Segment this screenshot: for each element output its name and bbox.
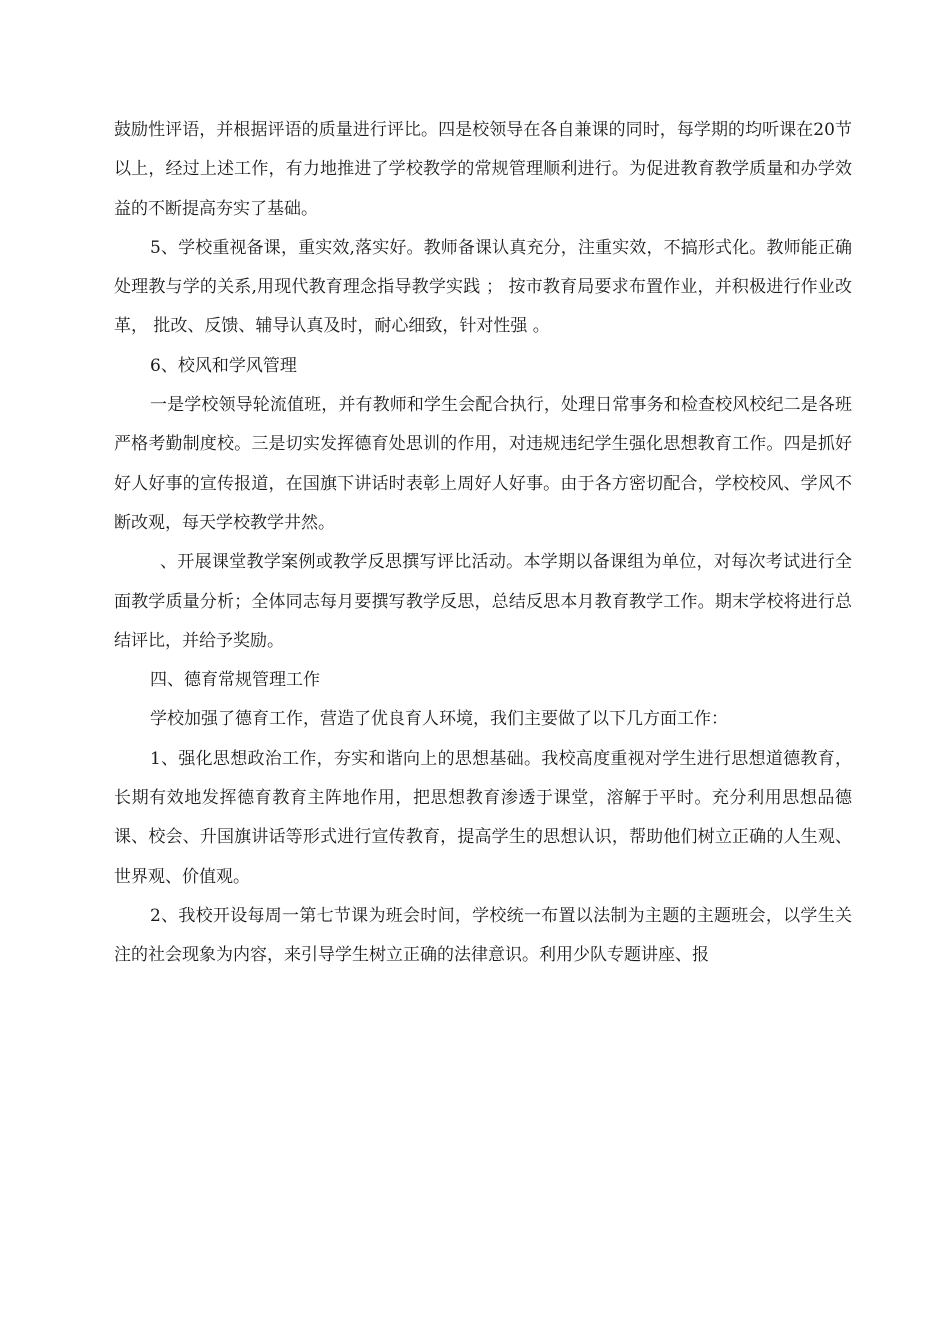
paragraph-discipline: 一是学校领导轮流值班，并有教师和学生会配合执行，处理日常事务和检查校风校纪二是各班严格考勤制度校。三是切实发挥德育处思训的作用，对违规违纪学生强化思想教育工作。四是抓好好人好事的宣传报道，在国旗下讲话时表彰上周好人好事。由于各方密切配合，学校校风、学风不断改观，每天学校教学井然。 [114,395,852,533]
heading-item-6: 6、校风和学风管理 [150,355,297,376]
paragraph-item-2: 2、我校开设每周一第七节课为班会时间，学校统一布置以法制为主题的主题班会，以学生关注的社会现象为内容，来引导学生树立正确的法律意识。利用少队专题讲座、报 [114,905,852,966]
paragraph-moral-intro: 学校加强了德育工作，营造了优良育人环境，我们主要做了以下几方面工作： [150,709,728,730]
paragraph-continuation: 鼓励性评语，并根据评语的质量进行评比。四是校领导在各自兼课的同时，每学期的均听课在20节以上，经过上述工作，有力地推进了学校教学的常规管理顺利进行。为促进教育教学质量和办学效益的不断提高夯实了基础。 [114,120,852,219]
document-body [114,111,852,976]
section-heading-moral-education: 四、德育常规管理工作 [150,670,320,691]
paragraph-teaching-reflection: 、开展课堂教学案例或教学反思撰写评比活动。本学期以备课组为单位，对每次考试进行全面教学质量分析；全体同志每月要撰写教学反思，总结反思本月教育教学工作。期末学校将进行总结评比，并给予奖励。 [114,552,852,651]
paragraph-item-5: 5、学校重视备课，重实效,落实好。教师备课认真充分，注重实效，不搞形式化。教师能正确处理教与学的关系,用现代教育理念指导教学实践 ； 按市教育局要求布置作业，并积极进行作业改革， 批改、反馈、辅导认真及时，耐心细致，针对性强 。 [114,237,852,337]
paragraph-item-1: 1、强化思想政治工作，夯实和谐向上的思想基础。我校高度重视对学生进行思想道德教育，长期有效地发挥德育教育主阵地作用，把思想教育渗透于课堂，溶解于平时。充分利用思想品德课、校会、升国旗讲话等形式进行宣传教育，提高学生的思想认识，帮助他们树立正确的人生观、世界观、价值观。 [114,748,852,887]
